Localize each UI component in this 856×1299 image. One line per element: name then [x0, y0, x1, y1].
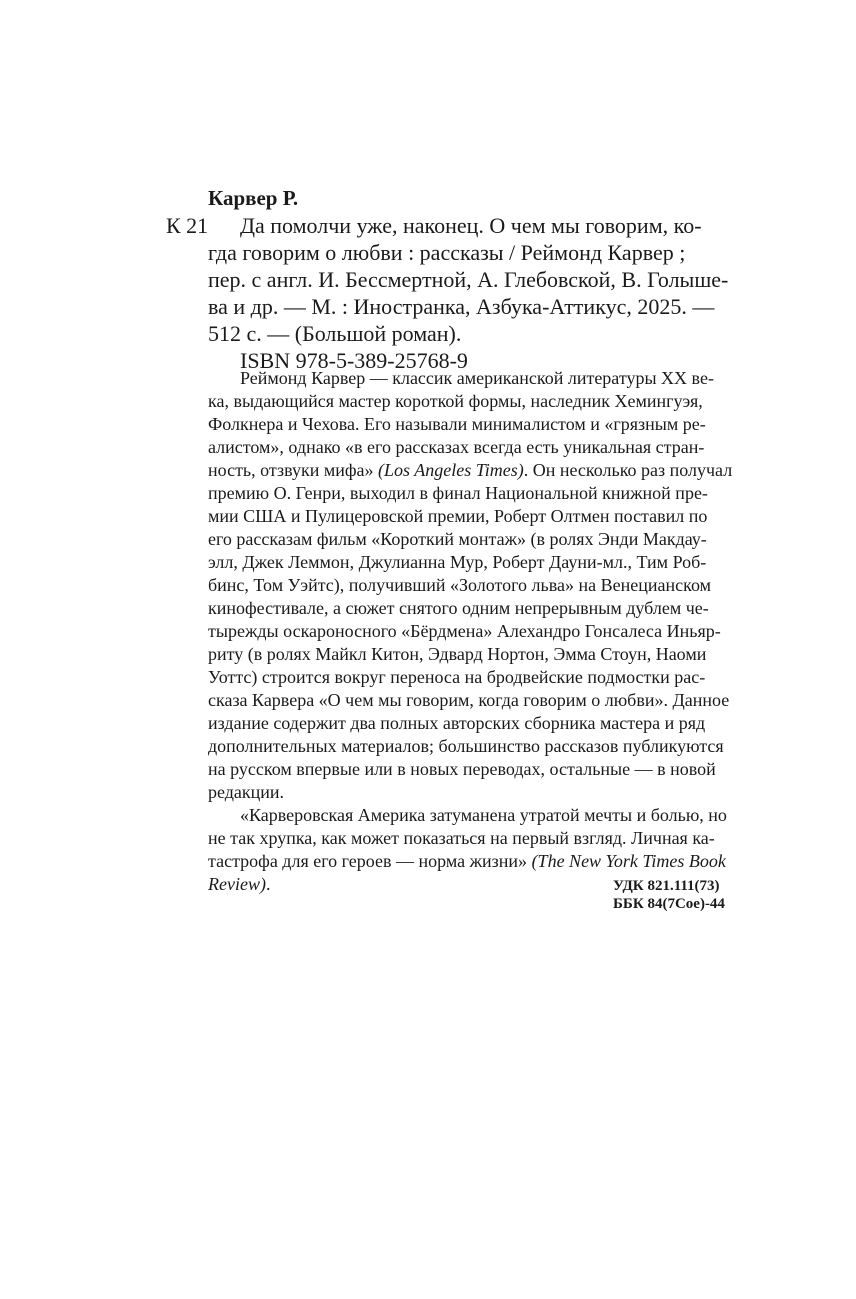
- annotation-line: премию О. Генри, выходил в финал Национальной книжной пре-: [208, 483, 708, 503]
- annotation-line: алистом», однако «в его рассказах всегда есть уникальная стран-: [208, 437, 705, 457]
- annotation-text: ность, отзвуки мифа»: [208, 460, 374, 480]
- annotation-text: . Он несколько раз получал: [523, 460, 733, 480]
- bibliographic-line: гда говорим о любви : рассказы / Реймонд Карвер ;: [208, 240, 686, 265]
- bibliographic-line: 512 с. — (Большой роман).: [208, 321, 462, 346]
- annotation-line: сказа Карвера «О чем мы говорим, когда говорим о любви». Данное: [208, 690, 730, 710]
- annotation-line: Уоттс) строится вокруг переноса на бродвейские подмостки рас-: [208, 667, 706, 687]
- source-citation: Review): [208, 874, 266, 894]
- udk-code: УДК 821.111(73): [613, 878, 720, 894]
- annotation-line: элл, Джек Леммон, Джулианна Мур, Роберт Дауни-мл., Тим Роб-: [208, 552, 707, 572]
- annotation-line: [208, 460, 732, 481]
- author-heading: Карвер Р.: [208, 186, 299, 210]
- source-citation: (The New York Times Book: [527, 851, 726, 871]
- annotation-line: дополнительных материалов; большинство рассказов публикуются: [208, 736, 724, 756]
- review-line: [208, 851, 726, 872]
- bbk-code: ББК 84(7Сое)-44: [613, 896, 725, 912]
- isbn: ISBN 978-5-389-25768-9: [240, 348, 468, 373]
- review-text: тастрофа для его героев — норма жизни»: [208, 851, 528, 871]
- review-line: «Карверовская Америка затуманена утратой мечты и болью, но: [240, 805, 727, 825]
- bibliographic-line: Да помолчи уже, наконец. О чем мы говорим, ко-: [240, 213, 702, 238]
- annotation-line: бинс, Том Уэйтс), получивший «Золотого льва» на Венецианском: [208, 575, 711, 595]
- annotation-line: кинофестивале, а сюжет снятого одним непрерывным дублем че-: [208, 598, 709, 618]
- annotation-line: Реймонд Карвер — классик американской литературы XX ве-: [240, 368, 714, 388]
- annotation-line: Фолкнера и Чехова. Его называли минималистом и «грязным ре-: [208, 414, 706, 434]
- bibliographic-line: ва и др. — М. : Иностранка, Азбука-Аттикус, 2025. —: [208, 294, 715, 319]
- annotation-line: мии США и Пулицеровской премии, Роберт Олтмен поставил по: [208, 506, 708, 526]
- annotation-line: его рассказам фильм «Короткий монтаж» (в ролях Энди Макдау-: [208, 529, 707, 549]
- bibliographic-line: пер. с англ. И. Бессмертной, А. Глебовской, В. Голыше-: [208, 267, 729, 292]
- review-line: [208, 874, 270, 895]
- catalog-index: К 21: [166, 213, 209, 238]
- annotation-line: на русском впервые или в новых переводах, остальные — в новой: [208, 759, 716, 779]
- annotation-line: издание содержит два полных авторских сборника мастера и ряд: [208, 713, 706, 733]
- annotation-line: редакции.: [208, 782, 285, 802]
- annotation-line: тырежды оскароносного «Бёрдмена» Алехандро Гонсалеса Иньяр-: [208, 621, 721, 641]
- review-text: .: [265, 874, 271, 894]
- source-citation: (Los Angeles Times): [373, 460, 524, 480]
- review-line: не так хрупка, как может показаться на первый взгляд. Личная ка-: [208, 828, 715, 848]
- annotation-line: риту (в ролях Майкл Китон, Эдвард Нортон, Эмма Стоун, Наоми: [208, 644, 707, 664]
- annotation-line: ка, выдающийся мастер короткой формы, наследник Хемингуэя,: [208, 391, 703, 411]
